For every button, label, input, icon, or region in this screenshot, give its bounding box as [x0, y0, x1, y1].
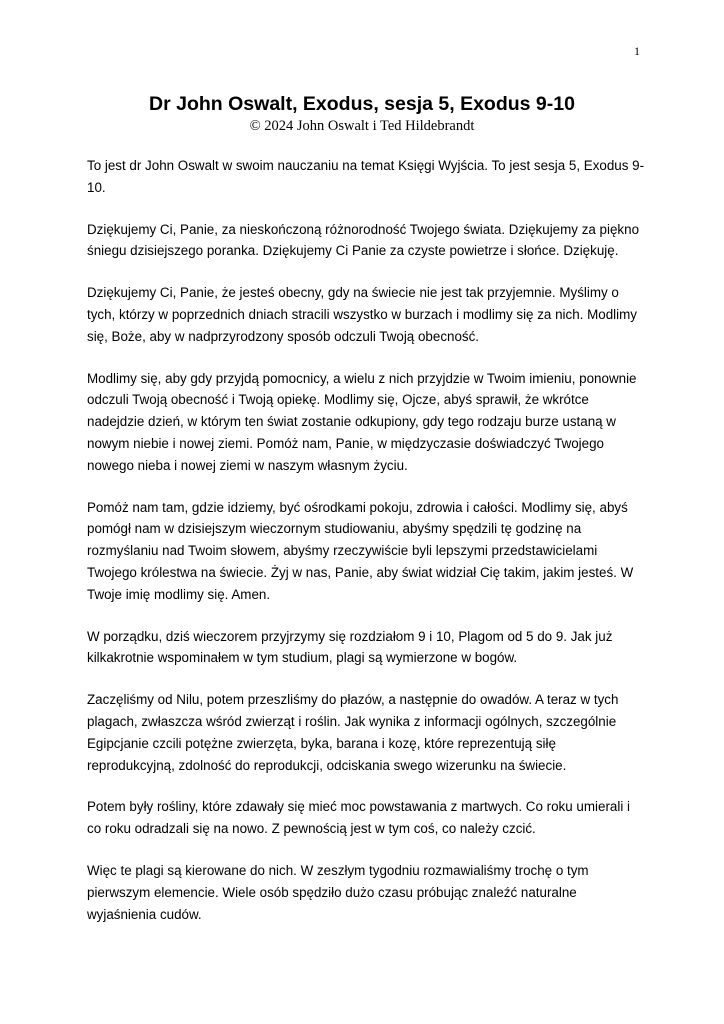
paragraph-prayer-1: Dziękujemy Ci, Panie, za nieskończoną różnorodność Twojego świata. Dziękujemy za piękno śniegu dzisiejszego poranka. Dziękujemy Ci Panie za czyste powietrze i słońce. Dziękuję. — [87, 221, 640, 259]
paragraph-prayer-2: Dziękujemy Ci, Panie, że jesteś obecny, gdy na świecie nie jest tak przyjemnie. Myślimy o tych, którzy w poprzednich dniach stracili wszystko w burzach i modlimy się za nich. Modlimy się, Boże, aby w nadprzyrodzony sposób odczuli Twoją obecność. — [87, 285, 637, 344]
page-number: 1 — [634, 44, 640, 58]
document-title: Dr John Oswalt, Exodus, sesja 5, Exodus 9-10 — [149, 93, 575, 115]
copyright-line: © 2024 John Oswalt i Ted Hildebrandt — [249, 118, 475, 134]
paragraph-plants: Potem były rośliny, które zdawały się mieć moc powstawania z martwych. Co roku umierali i co roku odradzali się na nowo. Z pewnością jest w tym coś, co należy czcić. — [87, 799, 630, 837]
document-body — [87, 155, 647, 945]
paragraph-intro: To jest dr John Oswalt w swoim nauczaniu na temat Księgi Wyjścia. To jest sesja 5, Exodus 9-10. — [87, 158, 645, 195]
paragraph-prayer-4: Pomóż nam tam, gdzie idziemy, być ośrodkami pokoju, zdrowia i całości. Modlimy się, abyś pomógł nam w dzisiejszym wieczornym studiowaniu, abyśmy spędzili tę godzinę na rozmyślaniu nad Twoim słowem, abyśmy rzeczywiście byli lepszymi przedstawicielami Twojego królestwa na świecie. Żyj w nas, Panie, aby świat widział Cię takim, jakim jesteś. W Twoje imię modlimy się. Amen. — [87, 499, 634, 602]
paragraph-plagues-intro: W porządku, dziś wieczorem przyjrzymy się rozdziałom 9 i 10, Plagom od 5 do 9. Jak już kilkakrotnie wspominałem w tym studium, plagi są wymierzone w bogów. — [87, 628, 613, 666]
paragraph-animals: Zaczęliśmy od Nilu, potem przeszliśmy do płazów, a następnie do owadów. A teraz w tych plagach, zwłaszcza wśród zwierząt i roślin. Jak wynika z informacji ogólnych, szczególnie Egipcjanie czcili potężne zwierzęta, byka, barana i kozę, które reprezentują siłę reprodukcyjną, zdolność do reprodukcji, odciskania swego wizerunku na świecie. — [87, 692, 619, 773]
paragraph-prayer-3: Modlimy się, aby gdy przyjdą pomocnicy, a wielu z nich przyjdzie w Twoim imieniu, ponownie odczuli Twoją obecność i Twoją opiekę. Modlimy się, Ojcze, abyś sprawił, że wkrótce nadejdzie dzień, w którym ten świat zostanie odkupiony, gdy tego rodzaju burze ustaną w nowym niebie i nowej ziemi. Pomóż nam, Panie, w międzyczasie doświadczyć Twojego nowego nieba i nowej ziemi w naszym własnym życiu. — [87, 370, 637, 473]
paragraph-explanations: Więc te plagi są kierowane do nich. W zeszłym tygodniu rozmawialiśmy trochę o tym pierwszym elemencie. Wiele osób spędziło dużo czasu próbując znaleźć naturalne wyjaśnienia cudów. — [87, 862, 589, 922]
